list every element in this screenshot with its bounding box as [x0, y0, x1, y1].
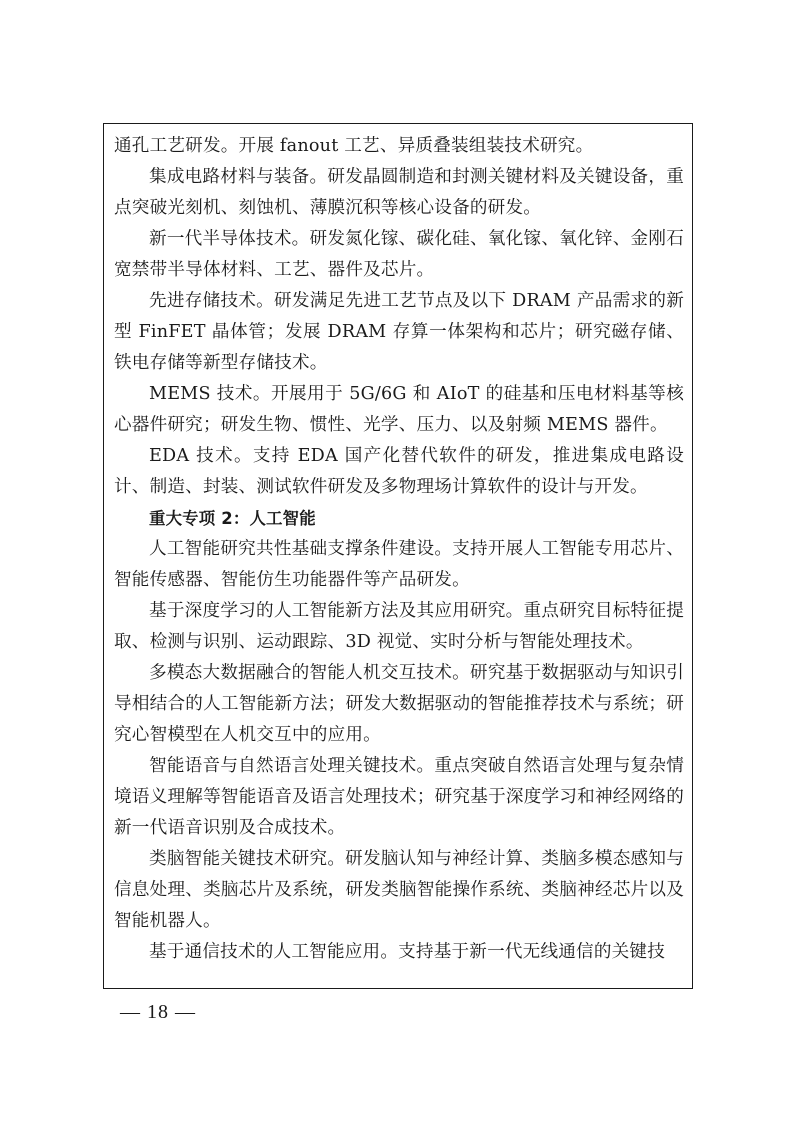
section-heading: 重大专项 2：人工智能 [149, 509, 316, 528]
paragraph: 人工智能研究共性基础支撑条件建设。支持开展人工智能专用芯片、智能传感器、智能仿生功能器件等产品研发。 [114, 539, 684, 590]
paragraph: 智能语音与自然语言处理关键技术。重点突破自然语言处理与复杂情境语义理解等智能语音及语言处理技术；研究基于深度学习和神经网络的新一代语音识别及合成技术。 [114, 756, 684, 838]
paragraph: 集成电路材料与装备。研发晶圆制造和封测关键材料及关键设备，重点突破光刻机、刻蚀机、薄膜沉积等核心设备的研发。 [114, 167, 684, 218]
text-body [114, 131, 684, 968]
paragraph: EDA 技术。支持 EDA 国产化替代软件的研发，推进集成电路设计、制造、封装、测试软件研发及多物理场计算软件的设计与开发。 [114, 446, 684, 497]
paragraph: 通孔工艺研发。开展 fanout 工艺、异质叠装组装技术研究。 [114, 136, 594, 156]
paragraph: 多模态大数据融合的智能人机交互技术。研究基于数据驱动与知识引导相结合的人工智能新方法；研发大数据驱动的智能推荐技术与系统；研究心智模型在人机交互中的应用。 [114, 663, 684, 745]
page-number: — 18 — [120, 1001, 196, 1023]
content-frame [103, 123, 693, 989]
paragraph: 基于通信技术的人工智能应用。支持基于新一代无线通信的关键技 [149, 942, 666, 962]
paragraph: MEMS 技术。开展用于 5G/6G 和 AIoT 的硅基和压电材料基等核心器件研究；研发生物、惯性、光学、压力、以及射频 MEMS 器件。 [114, 384, 684, 435]
paragraph: 先进存储技术。研发满足先进工艺节点及以下 DRAM 产品需求的新型 FinFET 晶体管；发展 DRAM 存算一体架构和芯片；研究磁存储、铁电存储等新型存储技术。 [114, 291, 684, 373]
paragraph: 新一代半导体技术。研发氮化镓、碳化硅、氧化镓、氧化锌、金刚石宽禁带半导体材料、工艺、器件及芯片。 [114, 229, 684, 280]
paragraph: 类脑智能关键技术研究。研发脑认知与神经计算、类脑多模态感知与信息处理、类脑芯片及系统，研发类脑智能操作系统、类脑神经芯片以及智能机器人。 [114, 849, 684, 931]
paragraph: 基于深度学习的人工智能新方法及其应用研究。重点研究目标特征提取、检测与识别、运动跟踪、3D 视觉、实时分析与智能处理技术。 [114, 601, 684, 652]
